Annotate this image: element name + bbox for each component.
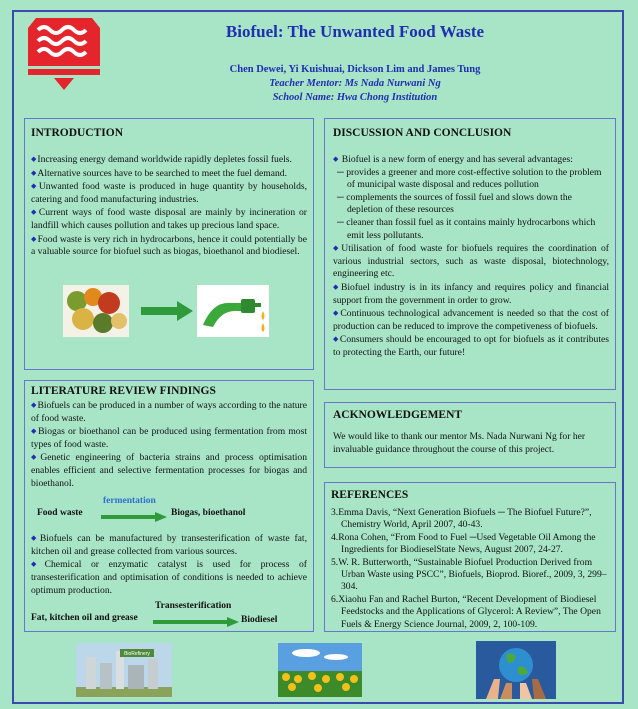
acknowledgement-section [324,402,616,468]
transesterification-flow [31,597,307,633]
discussion-lead: ◆ Biofuel is a new form of energy and has several advantages: [333,154,573,165]
intro-bullet: ◆Unwanted food waste is produced in huge quantity by households, catering and food manufacturing industries. [31,181,307,205]
diamond-bullet-icon: ◆ [31,534,39,543]
advantage-item: ─ complements the sources of fossil fuel and slows down the depletion of these resources [337,191,572,216]
references-heading: REFERENCES [331,489,409,501]
flow-process: Transesterification [155,601,232,612]
intro-bullet: ◆Food waste is very rich in hydrocarbons, hence it could potentially be a valuable source for biofuel such as biogas, bioethanol and biodiesel. [31,233,307,258]
biorefinery-sign-text: BioRefinery [124,651,150,657]
biorefinery-image [76,643,172,697]
diamond-bullet-icon: ◆ [333,155,339,163]
literature-section [24,380,314,632]
acknowledgement-heading: ACKNOWLEDGEMENT [333,409,463,421]
literature-heading: LITERATURE REVIEW FINDINGS [31,385,216,397]
fermentation-flow [31,490,307,528]
author-block [110,63,600,105]
diamond-bullet-icon: ◆ [333,335,339,344]
advantage-item: ─ cleaner than fossil fuel as it contains mainly hydrocarbons which emit less pollutants. [337,216,596,241]
reference-item: 6.Xiaohu Fan and Rachel Burton, “Recent Development of Biodiesel Feedstocks and the Applications of Glycerol: A Review”, The Open Fuels & Energy Science Journal, 2009, 2, 100-109. [331,593,601,630]
discussion-bullet: ◆Continuous technological advancement is needed so that the cost of production can be reduced to improve the competiveness of biofuels. [333,308,609,332]
diamond-bullet-icon: ◆ [333,244,341,253]
reference-item: 3.Emma Davis, “Next Generation Biofuels ─ The Biofuel Future?”, Chemistry World, April 2007, 40-43. [331,507,592,531]
diamond-bullet-icon: ◆ [31,560,44,569]
discussion-bullet: ◆Biofuel industry is in its infancy and requires policy and financial support from the government in order to grow. [333,281,609,306]
reference-item: 5.W. R. Butterworth, “Sustainable Biofuel Production Derived from Urban Waste using PSCC”, Biofuels, Bioprod. Bioref., 2009, 3, 299–304. [331,556,607,593]
teacher-mentor: Teacher Mentor: Ms Nada Nurwani Ng [269,78,441,89]
right-arrow-icon [101,512,167,522]
literature-bullet: ◆Genetic engineering of bacteria strains and process optimisation enables efficient and selective fermentation processes for biogas and bioethanol. [31,452,307,489]
intro-bullet: ◆Increasing energy demand worldwide rapidly depletes fossil fuels. [31,154,292,165]
discussion-section [324,118,616,390]
diamond-bullet-icon: ◆ [31,168,37,177]
acknowledgement-text: We would like to thank our mentor Ms. Nada Nurwani Ng for her invaluable guidance throughout the course of this project. [333,431,586,455]
introduction-heading: INTRODUCTION [31,127,124,139]
poster-title: Biofuel: The Unwanted Food Waste [225,22,485,41]
diamond-bullet-icon: ◆ [31,234,37,243]
diamond-bullet-icon: ◆ [31,401,37,409]
food-waste-image [63,285,129,337]
authors: Chen Dewei, Yi Kuishuai, Dickson Lim and James Tung [229,64,481,75]
introduction-section [24,118,314,370]
flow-source: Fat, kitchen oil and grease [31,613,138,624]
diamond-bullet-icon: ◆ [31,182,38,191]
literature-bullet: ◆Chemical or enzymatic catalyst is used for process of transesterification and optimisation of conditions is needed to achieve optimum production. [31,559,307,596]
diamond-bullet-icon: ◆ [31,155,37,163]
flow-product: Biogas, bioethanol [171,508,246,519]
discussion-bullet: ◆Utilisation of food waste for biofuels requires the coordination of various industrial sectors, such as waste disposal, biotechnology, engineering etc. [333,243,609,280]
conversion-arrow-icon [141,301,193,321]
school-name: School Name: Hwa Chong Institution [272,92,438,103]
hands-globe-image [476,641,556,699]
diamond-bullet-icon: ◆ [31,208,38,217]
reference-item: 4.Rona Cohen, “From Food to Fuel ─Used Vegetable Oil Among the Ingredients for BiodieselState News, August 2007, 24-27. [331,531,596,556]
discussion-heading: DISCUSSION AND CONCLUSION [333,127,512,139]
diamond-bullet-icon: ◆ [333,282,340,291]
flow-source: Food waste [37,508,83,519]
fuel-nozzle-image [197,285,269,337]
diamond-bullet-icon: ◆ [31,453,40,462]
literature-bullet: ◆Biofuels can be manufactured by transesterification of waste fat, kitchen oil and grease collected from various sources. [31,533,307,557]
school-logo [24,14,104,94]
literature-bullet: ◆Biofuels can be produced in a number of ways according to the nature of food waste. [31,400,307,424]
literature-bullet: ◆Biogas or bioethanol can be produced using fermentation from most types of food waste. [31,426,307,450]
diamond-bullet-icon: ◆ [31,427,38,436]
flow-process: fermentation [103,496,156,507]
discussion-bullet: ◆Consumers should be encouraged to opt for biofuels as it contributes to protecting the Earth, our future! [333,334,609,358]
intro-bullet: ◆Current ways of food waste disposal are mainly by incineration or landfill which causes pollution and takes up precious land space. [31,207,307,231]
intro-bullet: ◆Alternative sources have to be searched to meet the fuel demand. [31,167,287,179]
right-arrow-icon [153,617,239,627]
flow-product: Biodiesel [241,615,278,626]
references-section [324,482,616,632]
diamond-bullet-icon: ◆ [333,309,340,318]
advantage-item: ─ provides a greener and more cost-effective solution to the problem of municipal waste disposal and reduces pollution [337,166,602,191]
sunflower-field-image [278,643,362,697]
